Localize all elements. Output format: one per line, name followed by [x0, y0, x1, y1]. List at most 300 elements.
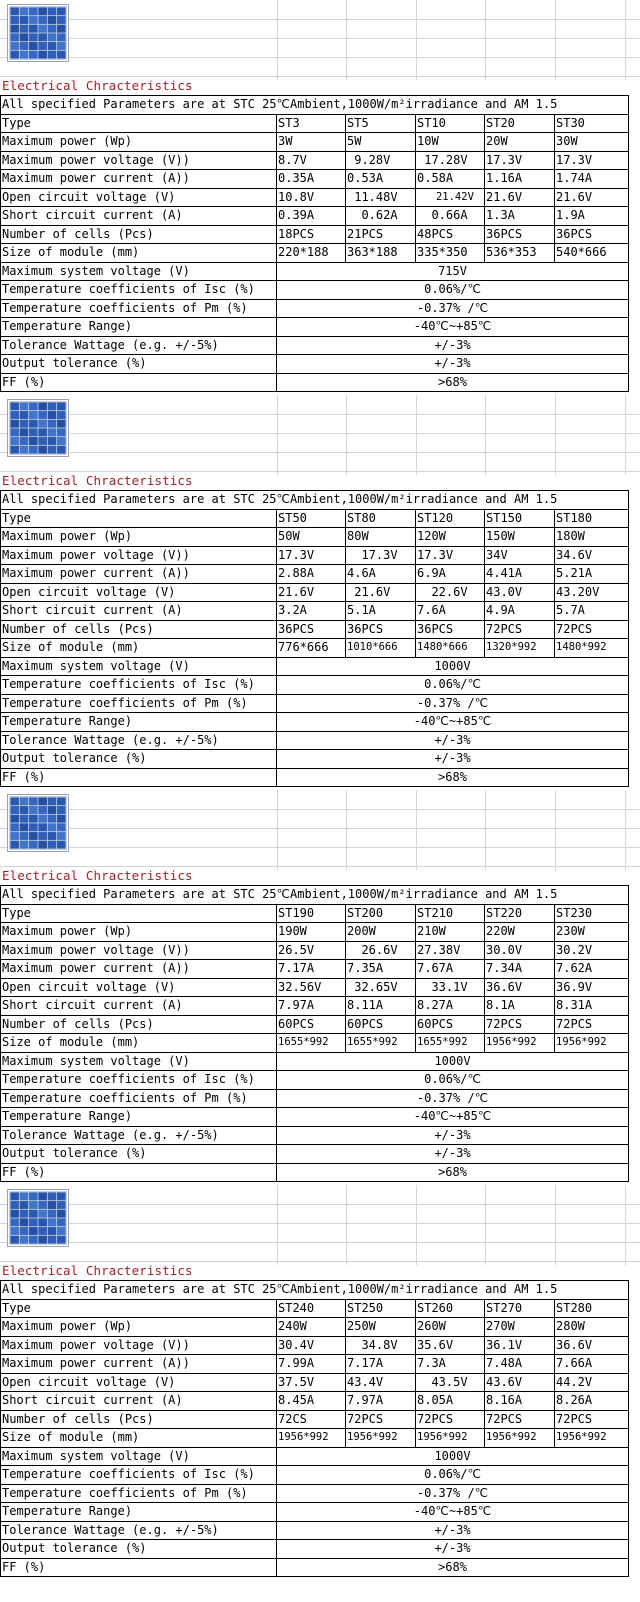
table-row: [1, 1392, 629, 1411]
row-label: FF (%): [1, 768, 277, 787]
row-label: Temperature coefficients of Isc (%): [1, 676, 277, 695]
cell-value: 30.0V: [485, 941, 555, 960]
table-row: [1, 997, 629, 1016]
row-label: Number of cells (Pcs): [1, 1410, 277, 1429]
table-row: [1, 1503, 629, 1522]
table-row: [1, 1429, 629, 1448]
shared-value: +/-3%: [277, 1540, 629, 1559]
shared-value: >68%: [277, 1163, 629, 1182]
stc-note: All specified Parameters are at STC 25℃Ambient,1000W/m²irradiance and AM 1.5: [1, 1281, 629, 1300]
cell-value: 32.65V: [346, 978, 416, 997]
cell-value: 1010*666: [346, 639, 416, 658]
cell-value: ST10: [416, 114, 485, 133]
table-row: [1, 318, 629, 337]
shared-value: -0.37% /℃: [277, 1089, 629, 1108]
cell-value: 240W: [277, 1318, 346, 1337]
row-label: FF (%): [1, 1163, 277, 1182]
table-row: [1, 713, 629, 732]
stc-row: [1, 1281, 629, 1300]
cell-value: ST120: [416, 509, 485, 528]
cell-value: 32.56V: [277, 978, 346, 997]
cell-value: ST150: [485, 509, 555, 528]
cell-value: 50W: [277, 528, 346, 547]
row-label: Maximum power (Wp): [1, 133, 277, 152]
shared-value: 0.06%/℃: [277, 676, 629, 695]
table-row: [1, 373, 629, 392]
cell-value: 8.1A: [485, 997, 555, 1016]
cell-value: 8.45A: [277, 1392, 346, 1411]
row-label: Temperature coefficients of Pm (%): [1, 299, 277, 318]
cell-value: ST3: [277, 114, 346, 133]
section-title: Electrical Chracteristics: [2, 78, 193, 93]
shared-value: >68%: [277, 373, 629, 392]
cell-value: 36PCS: [416, 620, 485, 639]
cell-value: 180W: [555, 528, 629, 547]
cell-value: 72PCS: [555, 1410, 629, 1429]
shared-value: -40℃~+85℃: [277, 318, 629, 337]
row-label: Temperature Range): [1, 1108, 277, 1127]
table-row: [1, 1558, 629, 1577]
cell-value: 17.3V: [277, 546, 346, 565]
cell-value: ST210: [416, 904, 485, 923]
cell-value: 250W: [346, 1318, 416, 1337]
cell-value: ST50: [277, 509, 346, 528]
cell-value: 4.41A: [485, 565, 555, 584]
row-label: Output tolerance (%): [1, 355, 277, 374]
spec-section: [0, 790, 640, 1185]
cell-value: 34V: [485, 546, 555, 565]
cell-value: 11.48V: [346, 188, 416, 207]
cell-value: 536*353: [485, 244, 555, 263]
table-row: [1, 639, 629, 658]
row-label: Maximum power current (A)): [1, 960, 277, 979]
stc-note: All specified Parameters are at STC 25℃Ambient,1000W/m²irradiance and AM 1.5: [1, 491, 629, 510]
row-label: Maximum system voltage (V): [1, 1052, 277, 1071]
cell-value: 1655*992: [416, 1034, 485, 1053]
cell-value: 36PCS: [555, 225, 629, 244]
section-title: Electrical Chracteristics: [2, 868, 193, 883]
table-row: [1, 565, 629, 584]
shared-value: +/-3%: [277, 1521, 629, 1540]
table-row: [1, 750, 629, 769]
cell-value: ST180: [555, 509, 629, 528]
row-label: Tolerance Wattage (e.g. +/-5%): [1, 1126, 277, 1145]
spec-section: [0, 0, 640, 395]
cell-value: 30W: [555, 133, 629, 152]
row-label: Short circuit current (A): [1, 207, 277, 226]
shared-value: 1000V: [277, 1447, 629, 1466]
cell-value: 30.2V: [555, 941, 629, 960]
cell-value: 190W: [277, 923, 346, 942]
cell-value: 150W: [485, 528, 555, 547]
cell-value: 280W: [555, 1318, 629, 1337]
row-label: Tolerance Wattage (e.g. +/-5%): [1, 1521, 277, 1540]
cell-value: 17.3V: [346, 546, 416, 565]
shared-value: -0.37% /℃: [277, 694, 629, 713]
shared-value: 1000V: [277, 657, 629, 676]
cell-value: 72PCS: [416, 1410, 485, 1429]
row-label: Temperature Range): [1, 318, 277, 337]
shared-value: +/-3%: [277, 1145, 629, 1164]
cell-value: 33.1V: [416, 978, 485, 997]
sheet-grid: [0, 395, 640, 475]
shared-value: +/-3%: [277, 731, 629, 750]
table-row: [1, 299, 629, 318]
cell-value: 43.0V: [485, 583, 555, 602]
cell-value: 6.9A: [416, 565, 485, 584]
table-row: [1, 170, 629, 189]
cell-value: 220*188: [277, 244, 346, 263]
cell-value: 200W: [346, 923, 416, 942]
row-label: Size of module (mm): [1, 244, 277, 263]
cell-value: 270W: [485, 1318, 555, 1337]
table-row: [1, 960, 629, 979]
row-label: Size of module (mm): [1, 1429, 277, 1448]
shared-value: -40℃~+85℃: [277, 1503, 629, 1522]
cell-value: 21.42V: [416, 188, 485, 207]
cell-value: 21.6V: [555, 188, 629, 207]
cell-value: 3.2A: [277, 602, 346, 621]
cell-value: 60PCS: [277, 1015, 346, 1034]
cell-value: 10W: [416, 133, 485, 152]
row-label: Temperature coefficients of Pm (%): [1, 1089, 277, 1108]
row-label: Tolerance Wattage (e.g. +/-5%): [1, 336, 277, 355]
table-row: [1, 133, 629, 152]
cell-value: 9.28V: [346, 151, 416, 170]
cell-value: 1655*992: [346, 1034, 416, 1053]
cell-value: 230W: [555, 923, 629, 942]
table-row: [1, 978, 629, 997]
cell-value: 72PCS: [555, 620, 629, 639]
stc-note: All specified Parameters are at STC 25℃Ambient,1000W/m²irradiance and AM 1.5: [1, 886, 629, 905]
cell-value: 7.17A: [277, 960, 346, 979]
cell-value: 1480*992: [555, 639, 629, 658]
cell-value: 1956*992: [277, 1429, 346, 1448]
row-label: Maximum system voltage (V): [1, 657, 277, 676]
cell-value: ST280: [555, 1299, 629, 1318]
table-row: [1, 904, 629, 923]
row-label: Temperature Range): [1, 1503, 277, 1522]
shared-value: -0.37% /℃: [277, 1484, 629, 1503]
table-row: [1, 1410, 629, 1429]
cell-value: 220W: [485, 923, 555, 942]
table-row: [1, 1145, 629, 1164]
spec-section: [0, 395, 640, 790]
table-row: [1, 1126, 629, 1145]
cell-value: 43.5V: [416, 1373, 485, 1392]
table-row: [1, 1373, 629, 1392]
table-row: [1, 151, 629, 170]
cell-value: 17.3V: [485, 151, 555, 170]
table-row: [1, 509, 629, 528]
row-label: Open circuit voltage (V): [1, 978, 277, 997]
table-row: [1, 1355, 629, 1374]
cell-value: 43.6V: [485, 1373, 555, 1392]
cell-value: 1.9A: [555, 207, 629, 226]
cell-value: 8.31A: [555, 997, 629, 1016]
row-label: Maximum power current (A)): [1, 565, 277, 584]
cell-value: 48PCS: [416, 225, 485, 244]
row-label: Temperature coefficients of Isc (%): [1, 281, 277, 300]
row-label: Maximum power current (A)): [1, 170, 277, 189]
cell-value: 7.99A: [277, 1355, 346, 1374]
cell-value: ST230: [555, 904, 629, 923]
cell-value: 17.3V: [555, 151, 629, 170]
cell-value: ST220: [485, 904, 555, 923]
cell-value: 60PCS: [416, 1015, 485, 1034]
cell-value: ST190: [277, 904, 346, 923]
cell-value: 22.6V: [416, 583, 485, 602]
cell-value: ST20: [485, 114, 555, 133]
table-row: [1, 1089, 629, 1108]
row-label: Type: [1, 114, 277, 133]
solar-panel-icon: [7, 399, 69, 457]
table-row: [1, 244, 629, 263]
cell-value: 36.6V: [485, 978, 555, 997]
cell-value: 72PCS: [555, 1015, 629, 1034]
sheet-grid: [0, 1185, 640, 1265]
row-label: Maximum power (Wp): [1, 528, 277, 547]
row-label: Maximum system voltage (V): [1, 262, 277, 281]
cell-value: 7.66A: [555, 1355, 629, 1374]
cell-value: 36PCS: [485, 225, 555, 244]
cell-value: 17.3V: [416, 546, 485, 565]
cell-value: 8.16A: [485, 1392, 555, 1411]
cell-value: 72PCS: [346, 1410, 416, 1429]
shared-value: 1000V: [277, 1052, 629, 1071]
table-row: [1, 114, 629, 133]
cell-value: 43.20V: [555, 583, 629, 602]
cell-value: 8.7V: [277, 151, 346, 170]
row-label: Type: [1, 509, 277, 528]
table-row: [1, 1163, 629, 1182]
row-label: Maximum power current (A)): [1, 1355, 277, 1374]
table-row: [1, 1466, 629, 1485]
cell-value: 0.66A: [416, 207, 485, 226]
cell-value: 120W: [416, 528, 485, 547]
cell-value: 0.62A: [346, 207, 416, 226]
cell-value: 8.26A: [555, 1392, 629, 1411]
row-label: Maximum power (Wp): [1, 1318, 277, 1337]
cell-value: 7.17A: [346, 1355, 416, 1374]
cell-value: 335*350: [416, 244, 485, 263]
cell-value: 5.7A: [555, 602, 629, 621]
cell-value: 10.8V: [277, 188, 346, 207]
sheet-grid: [0, 0, 640, 80]
row-label: Temperature coefficients of Pm (%): [1, 694, 277, 713]
row-label: Maximum power voltage (V)): [1, 151, 277, 170]
row-label: Temperature coefficients of Isc (%): [1, 1466, 277, 1485]
cell-value: 260W: [416, 1318, 485, 1337]
cell-value: 1956*992: [485, 1429, 555, 1448]
cell-value: 34.6V: [555, 546, 629, 565]
table-row: [1, 1336, 629, 1355]
cell-value: 8.11A: [346, 997, 416, 1016]
cell-value: 0.58A: [416, 170, 485, 189]
cell-value: 36.1V: [485, 1336, 555, 1355]
spec-table: [0, 1280, 629, 1577]
cell-value: 1480*666: [416, 639, 485, 658]
solar-panel-icon: [7, 794, 69, 852]
spec-table: [0, 490, 629, 787]
cell-value: 1.74A: [555, 170, 629, 189]
shared-value: +/-3%: [277, 355, 629, 374]
cell-value: ST260: [416, 1299, 485, 1318]
cell-value: 776*666: [277, 639, 346, 658]
row-label: Tolerance Wattage (e.g. +/-5%): [1, 731, 277, 750]
cell-value: 0.53A: [346, 170, 416, 189]
stc-row: [1, 491, 629, 510]
shared-value: -40℃~+85℃: [277, 713, 629, 732]
sheet-grid: [0, 790, 640, 870]
row-label: Maximum power voltage (V)): [1, 941, 277, 960]
cell-value: 18PCS: [277, 225, 346, 244]
cell-value: 43.4V: [346, 1373, 416, 1392]
cell-value: 37.5V: [277, 1373, 346, 1392]
table-row: [1, 225, 629, 244]
solar-panel-icon: [7, 4, 69, 62]
cell-value: ST270: [485, 1299, 555, 1318]
row-label: Size of module (mm): [1, 639, 277, 658]
cell-value: 36.6V: [555, 1336, 629, 1355]
row-label: Type: [1, 1299, 277, 1318]
cell-value: 30.4V: [277, 1336, 346, 1355]
cell-value: 1.3A: [485, 207, 555, 226]
cell-value: 72PCS: [485, 620, 555, 639]
stc-note: All specified Parameters are at STC 25℃Ambient,1000W/m²irradiance and AM 1.5: [1, 96, 629, 115]
cell-value: 7.67A: [416, 960, 485, 979]
cell-value: 1956*992: [346, 1429, 416, 1448]
cell-value: 20W: [485, 133, 555, 152]
cell-value: 5.21A: [555, 565, 629, 584]
cell-value: 3W: [277, 133, 346, 152]
shared-value: >68%: [277, 1558, 629, 1577]
row-label: Output tolerance (%): [1, 1540, 277, 1559]
cell-value: 7.48A: [485, 1355, 555, 1374]
table-row: [1, 1071, 629, 1090]
shared-value: +/-3%: [277, 336, 629, 355]
cell-value: ST200: [346, 904, 416, 923]
table-row: [1, 602, 629, 621]
cell-value: 34.8V: [346, 1336, 416, 1355]
cell-value: 21.6V: [277, 583, 346, 602]
row-label: FF (%): [1, 1558, 277, 1577]
table-row: [1, 355, 629, 374]
table-row: [1, 768, 629, 787]
cell-value: 363*188: [346, 244, 416, 263]
row-label: Short circuit current (A): [1, 1392, 277, 1411]
cell-value: 1.16A: [485, 170, 555, 189]
row-label: Temperature coefficients of Isc (%): [1, 1071, 277, 1090]
cell-value: 72PCS: [485, 1015, 555, 1034]
row-label: Short circuit current (A): [1, 602, 277, 621]
solar-panel-icon: [7, 1189, 69, 1247]
row-label: Temperature Range): [1, 713, 277, 732]
cell-value: 21.6V: [346, 583, 416, 602]
row-label: Number of cells (Pcs): [1, 620, 277, 639]
cell-value: 21PCS: [346, 225, 416, 244]
table-row: [1, 676, 629, 695]
cell-value: 7.34A: [485, 960, 555, 979]
row-label: Output tolerance (%): [1, 1145, 277, 1164]
row-label: Type: [1, 904, 277, 923]
stc-row: [1, 96, 629, 115]
row-label: Number of cells (Pcs): [1, 225, 277, 244]
table-row: [1, 1015, 629, 1034]
cell-value: 60PCS: [346, 1015, 416, 1034]
cell-value: 35.6V: [416, 1336, 485, 1355]
cell-value: 1956*992: [416, 1429, 485, 1448]
cell-value: 7.3A: [416, 1355, 485, 1374]
table-row: [1, 941, 629, 960]
row-label: Short circuit current (A): [1, 997, 277, 1016]
section-title: Electrical Chracteristics: [2, 473, 193, 488]
cell-value: 4.6A: [346, 565, 416, 584]
cell-value: 8.27A: [416, 997, 485, 1016]
cell-value: 7.35A: [346, 960, 416, 979]
row-label: Maximum power voltage (V)): [1, 546, 277, 565]
shared-value: 715V: [277, 262, 629, 281]
cell-value: 1320*992: [485, 639, 555, 658]
row-label: Open circuit voltage (V): [1, 188, 277, 207]
table-row: [1, 188, 629, 207]
cell-value: 4.9A: [485, 602, 555, 621]
cell-value: 7.62A: [555, 960, 629, 979]
cell-value: 7.6A: [416, 602, 485, 621]
cell-value: 72PCS: [485, 1410, 555, 1429]
cell-value: 44.2V: [555, 1373, 629, 1392]
shared-value: >68%: [277, 768, 629, 787]
table-row: [1, 657, 629, 676]
table-row: [1, 1299, 629, 1318]
cell-value: ST30: [555, 114, 629, 133]
table-row: [1, 336, 629, 355]
table-row: [1, 583, 629, 602]
row-label: Maximum system voltage (V): [1, 1447, 277, 1466]
table-row: [1, 1318, 629, 1337]
cell-value: 36PCS: [277, 620, 346, 639]
cell-value: 5.1A: [346, 602, 416, 621]
cell-value: 2.88A: [277, 565, 346, 584]
table-row: [1, 207, 629, 226]
shared-value: -40℃~+85℃: [277, 1108, 629, 1127]
row-label: Maximum power voltage (V)): [1, 1336, 277, 1355]
row-label: Maximum power (Wp): [1, 923, 277, 942]
spec-table: [0, 95, 629, 392]
table-row: [1, 1484, 629, 1503]
cell-value: 1956*992: [555, 1034, 629, 1053]
cell-value: 36.9V: [555, 978, 629, 997]
table-row: [1, 1034, 629, 1053]
cell-value: 1956*992: [555, 1429, 629, 1448]
table-row: [1, 281, 629, 300]
shared-value: 0.06%/℃: [277, 1071, 629, 1090]
cell-value: 17.28V: [416, 151, 485, 170]
table-row: [1, 546, 629, 565]
cell-value: 26.6V: [346, 941, 416, 960]
cell-value: 8.05A: [416, 1392, 485, 1411]
row-label: Output tolerance (%): [1, 750, 277, 769]
shared-value: +/-3%: [277, 750, 629, 769]
table-row: [1, 1521, 629, 1540]
cell-value: 26.5V: [277, 941, 346, 960]
cell-value: ST5: [346, 114, 416, 133]
shared-value: +/-3%: [277, 1126, 629, 1145]
cell-value: ST250: [346, 1299, 416, 1318]
cell-value: 72CS: [277, 1410, 346, 1429]
table-row: [1, 620, 629, 639]
cell-value: 7.97A: [346, 1392, 416, 1411]
